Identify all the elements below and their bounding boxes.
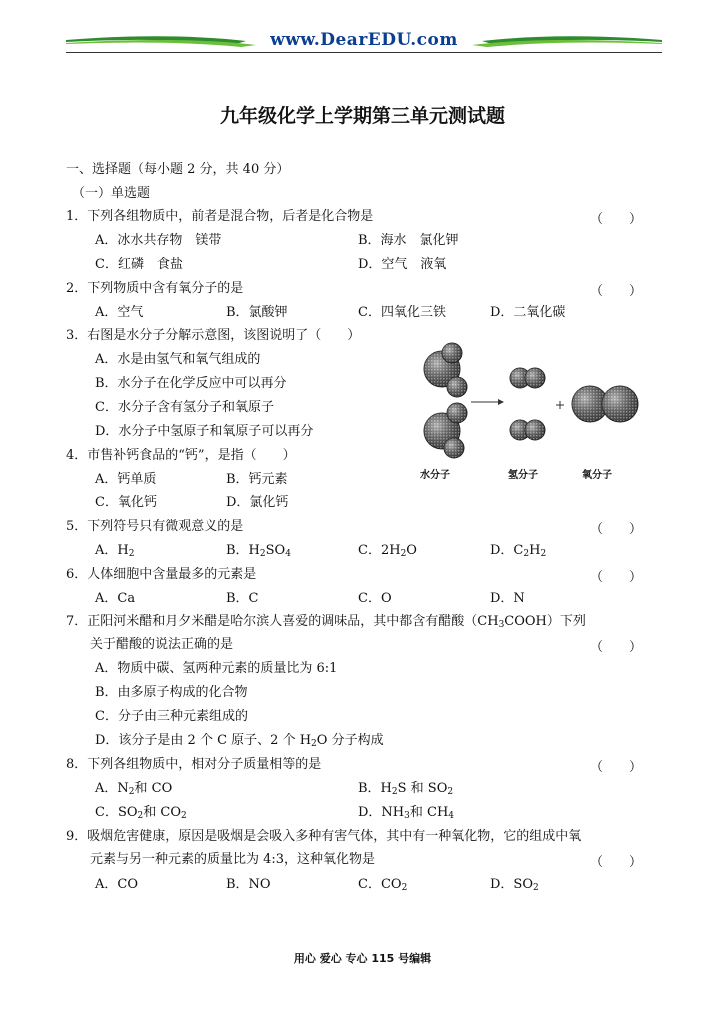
q5-stem: 5．下列符号只有微观意义的是	[66, 519, 244, 534]
molecule-diagram-icon	[416, 336, 652, 466]
q2-option-d: D．二氧化碳	[490, 305, 566, 320]
q8-option-a: A．$N_2$和 CO	[95, 781, 173, 797]
q5-answer-blank[interactable]: （ ）	[590, 522, 643, 537]
q6-option-d: D．N	[490, 591, 525, 606]
q1-option-b: B．海水 氯化钾	[358, 233, 459, 248]
q6-answer-blank[interactable]: （ ）	[590, 570, 643, 585]
q8-stem: 8．下列各组物质中，相对分子质量相等的是	[66, 757, 322, 772]
label-water-molecule: 水分子	[420, 470, 450, 481]
q8-answer-blank[interactable]: （ ）	[590, 760, 643, 775]
q4-option-a: A．钙单质	[95, 472, 157, 487]
q2-answer-blank[interactable]: （ ）	[590, 284, 643, 299]
water-molecule-1	[424, 343, 467, 397]
oxygen-molecule	[572, 386, 638, 422]
q5-option-a: A．$H_2$	[95, 543, 135, 559]
q9-option-d: D．$SO_2$	[490, 877, 539, 893]
q9-option-b: B．NO	[226, 877, 271, 892]
water-molecule-2	[424, 403, 467, 458]
label-oxygen-molecule: 氧分子	[582, 470, 612, 481]
q7-option-c: C．分子由三种元素组成的	[95, 709, 248, 724]
q5-option-c: C．$2H_2O$	[358, 543, 417, 559]
q8-option-d: D．$NH_3$和 $CH_4$	[358, 805, 455, 821]
q6-stem: 6．人体细胞中含量最多的元素是	[66, 567, 257, 582]
q7-answer-blank[interactable]: （ ）	[590, 640, 643, 655]
q1-option-d: D．空气 液氧	[358, 257, 447, 272]
q7-stem-line2: 关于醋酸的说法正确的是	[90, 637, 234, 652]
section-heading: 一、选择题（每小题 2 分，共 40 分）	[66, 162, 290, 177]
q4-option-d: D．氯化钙	[226, 495, 289, 510]
q9-answer-blank[interactable]: （ ）	[590, 855, 643, 870]
q1-stem: 1．下列各组物质中，前者是混合物，后者是化合物是	[66, 209, 374, 224]
q4-option-c: C．氧化钙	[95, 495, 157, 510]
q5-option-d: D．$C_2H_2$	[490, 543, 547, 559]
q9-option-a: A．CO	[95, 877, 138, 892]
hydrogen-molecule-2	[510, 420, 545, 440]
q9-stem-line2: 元素与另一种元素的质量比为 4:3，这种氧化物是	[90, 852, 376, 867]
q2-stem: 2．下列物质中含有氧分子的是	[66, 281, 244, 296]
q3-option-b: B．水分子在化学反应中可以再分	[95, 376, 287, 391]
q7-stem: 7．正阳河米醋和月夕米醋是哈尔滨人喜爱的调味品，其中都含有醋酸$(CH_3COOH)$下列	[66, 614, 586, 630]
water-decomposition-diagram	[416, 336, 652, 486]
q3-option-d: D．水分子中氢原子和氧原子可以再分	[95, 424, 314, 439]
q4-stem: 4．市售补钙食品的“钙”，是指（ ）	[66, 448, 296, 463]
q6-option-b: B．C	[226, 591, 259, 606]
q3-option-a: A．水是由氢气和氧气组成的	[95, 352, 261, 367]
q4-option-b: B．钙元素	[226, 472, 288, 487]
q7-option-b: B．由多原子构成的化合物	[95, 685, 248, 700]
q9-stem: 9．吸烟危害健康，原因是吸烟是会吸入多种有害气体，其中有一种氧化物，它的组成中氧	[66, 829, 582, 844]
section-subheading: （一）单选题	[72, 186, 151, 201]
site-header	[66, 28, 662, 58]
q6-option-c: C．O	[358, 591, 392, 606]
q2-option-b: B．氯酸钾	[226, 305, 288, 320]
site-url[interactable]: www.DearEDU.com	[270, 30, 458, 50]
q8-option-c: C．$SO_2$和 $CO_2$	[95, 805, 187, 821]
q3-stem: 3．右图是水分子分解示意图，该图说明了（ ）	[66, 328, 361, 343]
q1-answer-blank[interactable]: （ ）	[590, 212, 643, 227]
q6-option-a: A．Ca	[95, 591, 136, 606]
header-rule	[66, 52, 662, 53]
hydrogen-molecule-1	[510, 368, 545, 388]
q7-option-d: D．该分子是由 2 个 C 原子、2 个 $H_2O$ 分子构成	[95, 733, 384, 749]
page-title: 九年级化学上学期第三单元测试题	[219, 105, 505, 127]
q2-option-c: C．四氧化三铁	[358, 305, 446, 320]
q2-option-a: A．空气	[95, 305, 144, 320]
q3-option-c: C．水分子含有氢分子和氧原子	[95, 400, 274, 415]
q5-option-b: B．$H_2SO_4$	[226, 543, 291, 559]
q1-option-a: A．冰水共存物 镁带	[95, 233, 222, 248]
q8-option-b: B．$H_2S$ 和 $SO_2$	[358, 781, 454, 797]
page-footer: 用心 爱心 专心 115 号编辑	[293, 952, 432, 965]
q1-option-c: C．红磷 食盐	[95, 257, 183, 272]
q7-option-a: A．物质中碳、氢两种元素的质量比为 6:1	[95, 661, 338, 676]
label-hydrogen-molecule: 氢分子	[508, 470, 538, 481]
q9-option-c: C．$CO_2$	[358, 877, 408, 893]
